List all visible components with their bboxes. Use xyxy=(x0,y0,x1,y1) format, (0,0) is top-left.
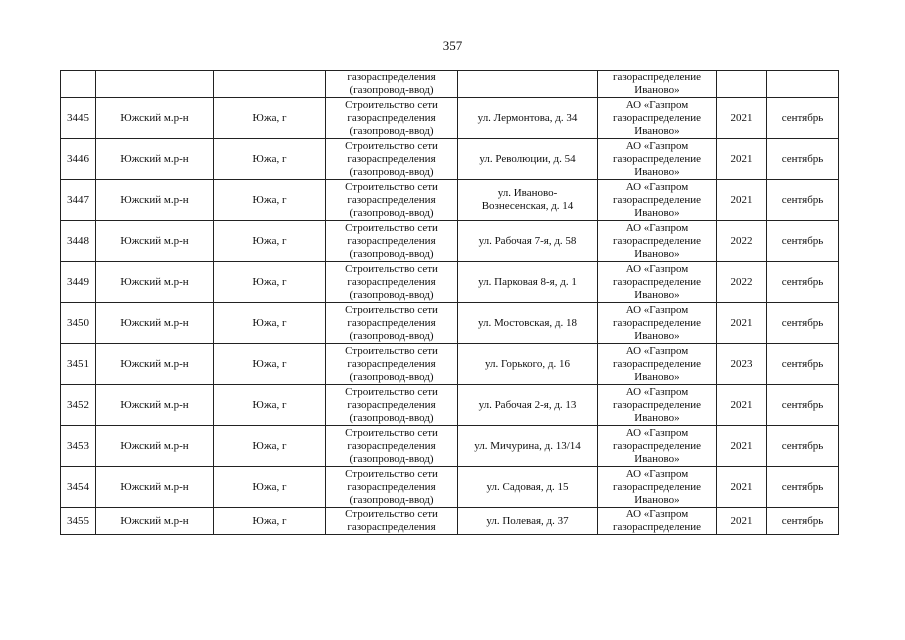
cell-district: Южский м.р-н xyxy=(96,508,214,535)
cell-number: 3446 xyxy=(61,139,96,180)
cell-district: Южский м.р-н xyxy=(96,344,214,385)
cell-district: Южский м.р-н xyxy=(96,221,214,262)
cell-year: 2022 xyxy=(717,262,767,303)
cell-organization: АО «Газпром газораспределение Иваново» xyxy=(598,262,717,303)
table-row xyxy=(61,98,839,139)
cell-month: сентябрь xyxy=(767,221,839,262)
cell-settlement: Южа, г xyxy=(214,98,326,139)
cell-number: 3448 xyxy=(61,221,96,262)
cell-year: 2021 xyxy=(717,508,767,535)
cell-settlement: Южа, г xyxy=(214,385,326,426)
cell-settlement: Южа, г xyxy=(214,303,326,344)
table-row xyxy=(61,385,839,426)
cell-number: 3445 xyxy=(61,98,96,139)
cell-month: сентябрь xyxy=(767,344,839,385)
table-row-continuation xyxy=(61,71,839,98)
cell-address: ул. Мостовская, д. 18 xyxy=(458,303,598,344)
cell-organization: АО «Газпром газораспределение Иваново» xyxy=(598,139,717,180)
cell-address xyxy=(458,71,598,98)
table-row xyxy=(61,467,839,508)
cell-district: Южский м.р-н xyxy=(96,262,214,303)
cell-work-type: Строительство сети газораспределения (газопровод-ввод) xyxy=(326,98,458,139)
cell-address: ул. Парковая 8-я, д. 1 xyxy=(458,262,598,303)
page-number: 357 xyxy=(442,38,463,53)
cell-number: 3451 xyxy=(61,344,96,385)
cell-year: 2021 xyxy=(717,467,767,508)
cell-number: 3453 xyxy=(61,426,96,467)
cell-work-type: Строительство сети газораспределения (газопровод-ввод) xyxy=(326,221,458,262)
table-row xyxy=(61,508,839,535)
cell-work-type: Строительство сети газораспределения (газопровод-ввод) xyxy=(326,180,458,221)
cell-number: 3452 xyxy=(61,385,96,426)
cell-work-type: Строительство сети газораспределения xyxy=(326,508,458,535)
cell-work-type: Строительство сети газораспределения (газопровод-ввод) xyxy=(326,139,458,180)
cell-number: 3449 xyxy=(61,262,96,303)
cell-settlement: Южа, г xyxy=(214,139,326,180)
cell-year: 2021 xyxy=(717,139,767,180)
cell-district: Южский м.р-н xyxy=(96,180,214,221)
cell-number: 3455 xyxy=(61,508,96,535)
gas-network-table xyxy=(60,70,839,535)
table-row xyxy=(61,426,839,467)
cell-year: 2021 xyxy=(717,180,767,221)
cell-work-type: Строительство сети газораспределения (газопровод-ввод) xyxy=(326,385,458,426)
cell-month: сентябрь xyxy=(767,98,839,139)
cell-district: Южский м.р-н xyxy=(96,385,214,426)
cell-number: 3450 xyxy=(61,303,96,344)
cell-district: Южский м.р-н xyxy=(96,426,214,467)
cell-work-type: Строительство сети газораспределения (газопровод-ввод) xyxy=(326,426,458,467)
cell-month: сентябрь xyxy=(767,385,839,426)
cell-work-type: Строительство сети газораспределения (газопровод-ввод) xyxy=(326,467,458,508)
cell-organization: АО «Газпром газораспределение Иваново» xyxy=(598,344,717,385)
cell-year: 2022 xyxy=(717,221,767,262)
cell-address: ул. Рабочая 7-я, д. 58 xyxy=(458,221,598,262)
cell-address: ул. Садовая, д. 15 xyxy=(458,467,598,508)
cell-month: сентябрь xyxy=(767,303,839,344)
cell-district: Южский м.р-н xyxy=(96,139,214,180)
cell-month xyxy=(767,71,839,98)
cell-settlement: Южа, г xyxy=(214,344,326,385)
cell-organization: АО «Газпром газораспределение Иваново» xyxy=(598,221,717,262)
cell-work-type: Строительство сети газораспределения (газопровод-ввод) xyxy=(326,303,458,344)
cell-month: сентябрь xyxy=(767,262,839,303)
table-row xyxy=(61,180,839,221)
cell-address: ул. Рабочая 2-я, д. 13 xyxy=(458,385,598,426)
cell-settlement: Южа, г xyxy=(214,467,326,508)
cell-year: 2023 xyxy=(717,344,767,385)
cell-work-type: газораспределения (газопровод-ввод) xyxy=(326,71,458,98)
cell-organization: АО «Газпром газораспределение Иваново» xyxy=(598,467,717,508)
cell-address: ул. Иваново- Вознесенская, д. 14 xyxy=(458,180,598,221)
cell-address: ул. Полевая, д. 37 xyxy=(458,508,598,535)
cell-work-type: Строительство сети газораспределения (газопровод-ввод) xyxy=(326,262,458,303)
cell-number: 3447 xyxy=(61,180,96,221)
cell-month: сентябрь xyxy=(767,180,839,221)
table-row xyxy=(61,262,839,303)
cell-address: ул. Горького, д. 16 xyxy=(458,344,598,385)
cell-district xyxy=(96,71,214,98)
table-row xyxy=(61,303,839,344)
cell-settlement: Южа, г xyxy=(214,508,326,535)
cell-year: 2021 xyxy=(717,303,767,344)
cell-organization: АО «Газпром газораспределение Иваново» xyxy=(598,98,717,139)
table-body xyxy=(61,71,839,535)
cell-month: сентябрь xyxy=(767,426,839,467)
cell-organization: АО «Газпром газораспределение Иваново» xyxy=(598,426,717,467)
cell-address: ул. Лермонтова, д. 34 xyxy=(458,98,598,139)
cell-organization: АО «Газпром газораспределение Иваново» xyxy=(598,180,717,221)
cell-organization: газораспределение Иваново» xyxy=(598,71,717,98)
cell-address: ул. Мичурина, д. 13/14 xyxy=(458,426,598,467)
cell-district: Южский м.р-н xyxy=(96,303,214,344)
cell-number xyxy=(61,71,96,98)
cell-month: сентябрь xyxy=(767,508,839,535)
cell-year: 2021 xyxy=(717,385,767,426)
cell-month: сентябрь xyxy=(767,467,839,508)
cell-organization: АО «Газпром газораспределение xyxy=(598,508,717,535)
cell-work-type: Строительство сети газораспределения (газопровод-ввод) xyxy=(326,344,458,385)
cell-month: сентябрь xyxy=(767,139,839,180)
table-row xyxy=(61,344,839,385)
cell-settlement xyxy=(214,71,326,98)
cell-year: 2021 xyxy=(717,426,767,467)
table-row xyxy=(61,221,839,262)
cell-settlement: Южа, г xyxy=(214,221,326,262)
cell-settlement: Южа, г xyxy=(214,262,326,303)
cell-organization: АО «Газпром газораспределение Иваново» xyxy=(598,385,717,426)
table-row xyxy=(61,139,839,180)
cell-year xyxy=(717,71,767,98)
cell-settlement: Южа, г xyxy=(214,426,326,467)
cell-organization: АО «Газпром газораспределение Иваново» xyxy=(598,303,717,344)
cell-district: Южский м.р-н xyxy=(96,98,214,139)
cell-year: 2021 xyxy=(717,98,767,139)
cell-number: 3454 xyxy=(61,467,96,508)
cell-address: ул. Революции, д. 54 xyxy=(458,139,598,180)
cell-district: Южский м.р-н xyxy=(96,467,214,508)
cell-settlement: Южа, г xyxy=(214,180,326,221)
